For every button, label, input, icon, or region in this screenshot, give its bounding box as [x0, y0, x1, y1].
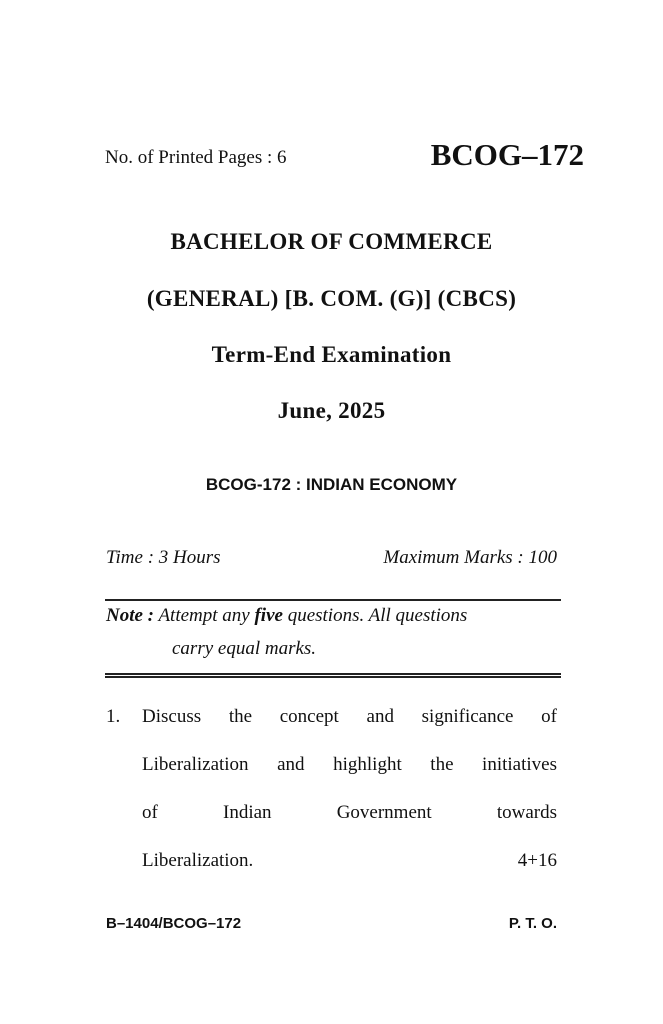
note-line-2: carry equal marks. — [172, 638, 317, 659]
footer-code: B–1404/BCOG–172 — [106, 915, 242, 932]
double-divider-bottom — [105, 676, 561, 678]
time-allowed: Time : 3 Hours — [106, 547, 221, 568]
exam-date: June, 2025 — [277, 398, 386, 423]
question-line: Liberalization. — [142, 850, 254, 871]
double-divider-top — [105, 673, 561, 675]
note-text-after: questions. All questions — [287, 605, 468, 626]
note-emphasis: five — [254, 605, 283, 626]
course-code: BCOG–172 — [430, 137, 584, 172]
question-line: of Indian Government towards — [142, 802, 557, 823]
question-line: Discuss the concept and significance of — [142, 706, 557, 727]
exam-type: Term-End Examination — [211, 342, 452, 367]
title-line-2: (GENERAL) [B. COM. (G)] (CBCS) — [146, 286, 517, 311]
note-label: Note : — [106, 605, 155, 626]
note — [106, 605, 558, 627]
question-number: 1. — [106, 706, 121, 727]
footer-pto: P. T. O. — [508, 915, 557, 932]
title-line-1: BACHELOR OF COMMERCE — [170, 229, 493, 254]
subject-title: BCOG-172 : INDIAN ECONOMY — [205, 475, 458, 494]
question-line: Liberalization and highlight the initiatives — [142, 754, 557, 775]
note-text-before: Attempt any — [158, 605, 250, 626]
maximum-marks: Maximum Marks : 100 — [383, 547, 557, 568]
question-marks: 4+16 — [517, 850, 557, 871]
divider — [105, 599, 561, 601]
printed-pages: No. of Printed Pages : 6 — [105, 147, 287, 168]
